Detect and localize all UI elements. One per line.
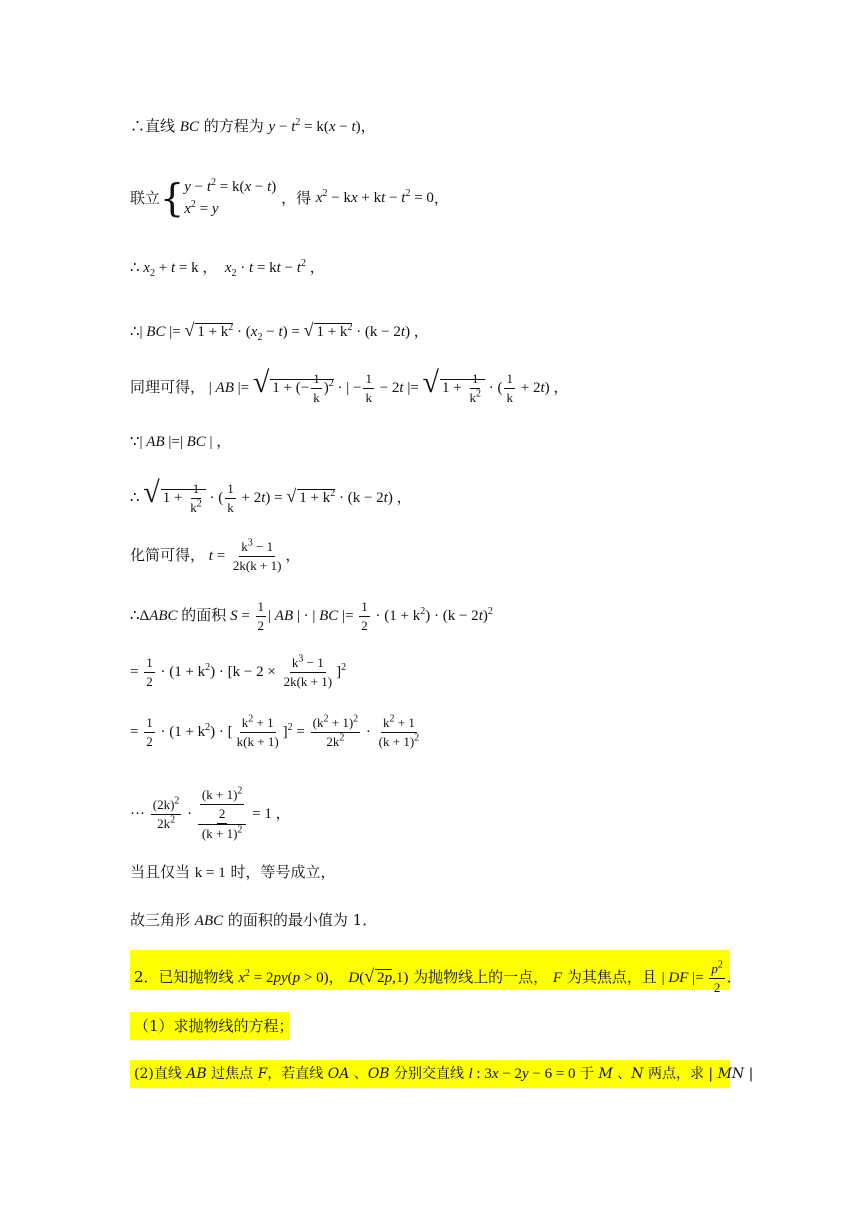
system-eq-2: $x^2 = y$	[184, 199, 219, 217]
equation: $x^2$ − kx + kt − $t^2 = 0$	[315, 188, 434, 206]
text-prefix: 化简可得，	[130, 545, 206, 564]
equation: $y - t^2 = k(x - t)$	[268, 117, 361, 135]
problem-2-statement: 2．已知抛物线 $x^2 = 2py(p > 0)$， D(√ 2p,1) 为抛物线上的一点， F 为其焦点，且 | DF |= $\frac{p^2}{2}$ ．	[130, 950, 730, 990]
text-mid: 的方程为	[203, 117, 264, 135]
solution-line-7: ∴ √ 1 + $\frac{1}{k^2}$ · ( $\frac{1}{k}$ + 2t) = √ $1 + k^2 \cdot (k - 2t)$ ，	[130, 475, 412, 515]
solution-line-9: ∴ΔABC 的面积 S = $\frac{1}{2}$ | AB | · | BC |= $\frac{1}{2}$ · $(1 + k^2) \cdot (k - 2t)^2$	[130, 599, 493, 633]
solution-line-10: = $\frac{1}{2}$ · $(1 + k^2) \cdot [k - 2$ × $\frac{k^3 - 1}{2k(k + 1)}$ ]$^2$	[130, 653, 347, 689]
solution-line-4: ∴| BC |= √ $1 + k^2 \cdot (x_2 - t)$ = √ $1 + k^2 \cdot (k - 2t)$ ，	[130, 320, 429, 343]
problem-2-part-2	[130, 1060, 754, 1088]
solution-line-12: ··· $\frac{(2k)^2}{2k^2}$ · $\frac{\frac{(k + 1)^2}{2}}{(k + 1)^2}$ = 1 ，	[130, 785, 291, 841]
part-1-text: （1）求抛物线的方程；	[134, 1017, 294, 1035]
solution-line-2	[130, 176, 449, 220]
solution-line-1	[130, 116, 376, 137]
text-prefix: 同理可得，	[130, 377, 206, 396]
solution-line-6: ∵| AB |=| BC | ，	[130, 434, 232, 450]
solution-line-3: ∴ $x_2 + t = k$ ， $x_2 \cdot t$ = kt − $t^2$ ，	[130, 258, 325, 279]
equation-system	[184, 176, 276, 220]
solution-line-14: 故三角形 ABC 的面积的最小值为 1．	[130, 911, 378, 929]
math-bc: BC	[179, 119, 199, 135]
problem-2-part-1	[130, 1012, 294, 1040]
punct: ，	[360, 117, 376, 135]
text-prefix: ∴直线	[130, 117, 176, 135]
solution-line-8: 化简可得， t = $\frac{k^3 - 1}{2k(k + 1)}$ ，	[130, 537, 301, 573]
solution-line-11: = $\frac{1}{2}$ · $(1 + k^2)$ · [ $\frac{k^2 + 1}{k(k + 1)}$ ]$^2$ = $\frac{(k^2 + 1)^2}{2k^2}$ · $\frac{k^2 + 1}{(k + 1)^2}$	[130, 713, 420, 749]
solution-line-13: 当且仅当 k = 1 时，等号成立，	[130, 863, 336, 881]
text-mid: ，得	[281, 189, 316, 207]
part-2-text: (2)直线 AB 过焦点 F，若直线 OA 、OB 分别交直线 l : 3x − 2y − 6 = 0 于 M 、N 两点，求 | MN |	[134, 1066, 754, 1082]
text-prefix: 联立	[130, 189, 161, 207]
solution-line-5: 同理可得， | AB |= √ 1 + (− $\frac{1}{k}$ )$^2$ · | − $\frac{1}{k}$ − 2t |= √ 1 + $\frac{1}{k^2}$ · ( $\frac{1}{k}$ + 2t) ，	[130, 365, 569, 405]
punct: ，	[433, 189, 449, 207]
system-eq-1: $y - t^2 = k(x - t)$	[184, 177, 277, 195]
brace: {	[160, 176, 185, 220]
